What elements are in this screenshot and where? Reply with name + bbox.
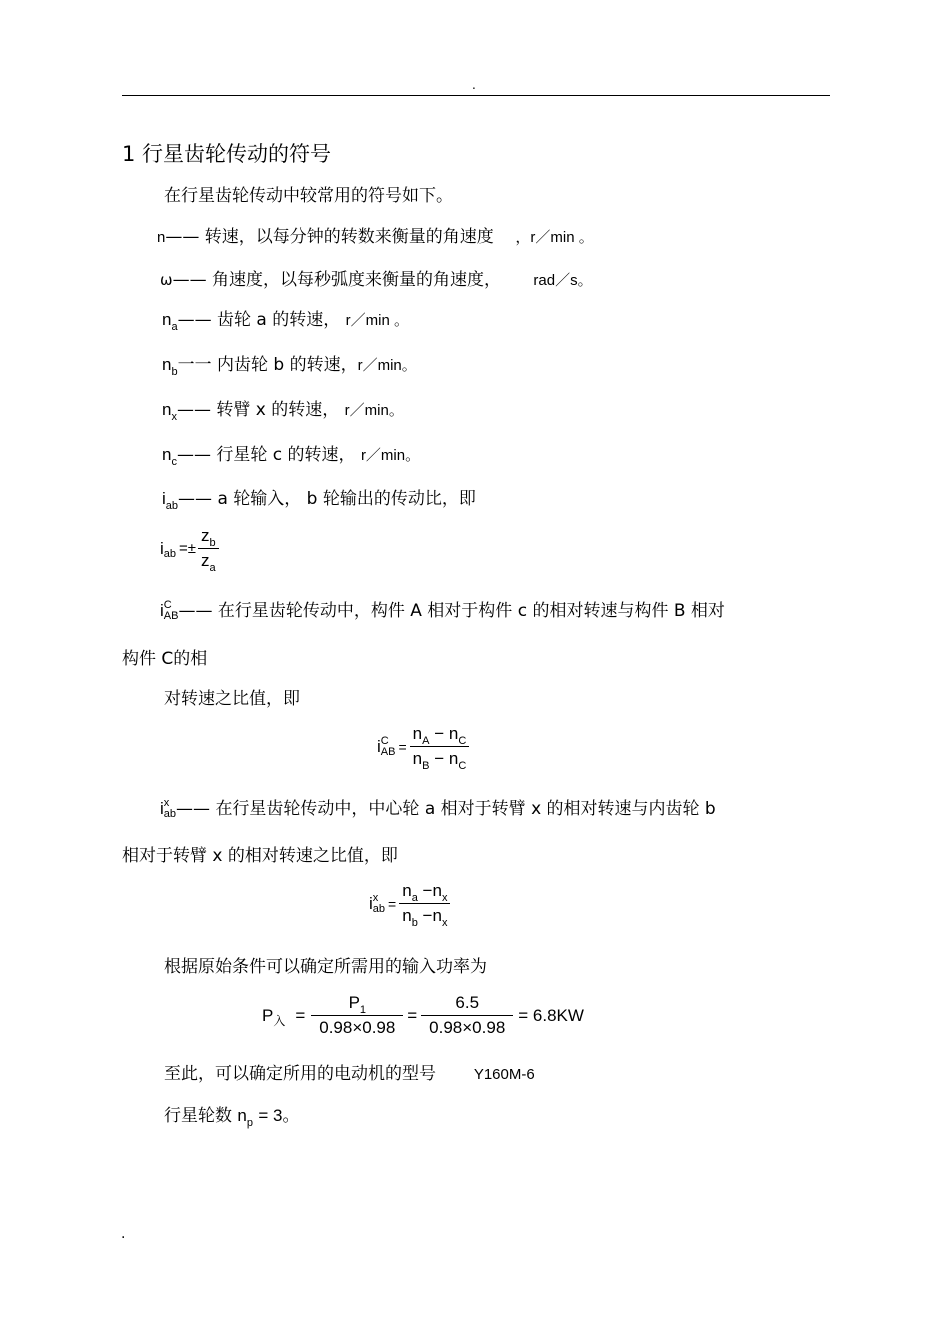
eq3-lhs-sub: ab — [372, 902, 386, 915]
equation-iabx — [369, 881, 450, 929]
eq1-num-z: z — [201, 526, 210, 545]
def-iABC-symbol: i — [160, 601, 164, 620]
def-iABC-sup: C — [163, 599, 172, 611]
eq3-num-minus: − — [422, 881, 433, 900]
def-omega-dash: —— — [172, 270, 207, 290]
def-na-symbol: n — [162, 310, 172, 329]
def-iabx-text1: 在行星齿轮传动中，中心轮 a 相对于转臂 x 的相对转速与内齿轮 b — [215, 799, 716, 819]
def-omega-text: 角速度，以每秒弧度来衡量的角速度， — [211, 270, 501, 290]
planets-sub: p — [246, 1117, 253, 1129]
def-n-symbol: n — [157, 229, 166, 246]
eq3-operator: = — [388, 895, 397, 912]
eq2-num-n1: n — [412, 724, 423, 743]
power-intro: 根据原始条件可以确定所需用的输入功率为 — [164, 957, 487, 977]
def-iabx-symbol: i — [160, 799, 164, 818]
def-nx-symbol: n — [162, 400, 172, 419]
planets-symbol: n — [237, 1106, 247, 1125]
eq2-denominator — [410, 747, 470, 772]
def-iabx-indices — [164, 798, 176, 820]
omega-symbol: ω — [160, 271, 173, 289]
eq3-lhs-indices — [373, 893, 385, 915]
def-na — [162, 305, 409, 333]
eq1-num-sub: b — [209, 537, 216, 549]
eq3-lhs-sup: x — [372, 891, 379, 904]
eq2-fraction — [410, 724, 470, 772]
def-n-dash: —— — [165, 227, 200, 247]
def-iABC — [160, 596, 725, 622]
eq3-num-sub2: x — [441, 892, 448, 904]
eq3-num-n1: n — [402, 881, 412, 900]
eq3-den-n1: n — [402, 906, 412, 925]
def-na-text: 齿轮 a 的转速， — [217, 310, 341, 330]
equation-power — [262, 993, 584, 1038]
eq2-operator: = — [398, 738, 407, 755]
eq4-result: = 6.8KW — [518, 1005, 584, 1025]
eq4-operator-2: = — [407, 1005, 418, 1025]
eq3-lhs: i — [369, 893, 373, 913]
def-nx-sub: x — [171, 411, 177, 423]
eq4-lhs: P — [262, 1005, 274, 1025]
eq3-den-n2: n — [432, 906, 442, 925]
def-iabx-sup: x — [163, 797, 170, 809]
eq3-den-sub1: b — [411, 917, 418, 929]
def-nb — [162, 350, 417, 378]
eq3-den-sub2: x — [441, 917, 448, 929]
eq1-denominator — [198, 549, 219, 574]
header-rule — [122, 95, 830, 96]
def-nb-sub: b — [171, 366, 178, 378]
planets-line — [164, 1101, 300, 1129]
eq1-numerator — [198, 526, 219, 549]
def-nb-unit: r／min。 — [357, 357, 417, 374]
eq2-lhs-indices — [381, 736, 396, 758]
def-nx-dash: —— — [176, 400, 211, 420]
footer-dot: . — [121, 1226, 126, 1242]
eq2-lhs-sub: AB — [380, 745, 396, 758]
eq2-numerator — [410, 724, 470, 747]
def-nx-unit: r／min。 — [344, 402, 404, 419]
eq2-den-minus: − — [434, 749, 445, 768]
def-iabx-continued: 相对于转臂 x 的相对转速之比值，即 — [122, 846, 398, 866]
eq4-f2-denominator: 0.98×0.98 — [429, 1018, 506, 1037]
eq3-den-minus: − — [422, 906, 433, 925]
def-nc-sub: c — [171, 456, 177, 468]
eq3-num-n2: n — [432, 881, 442, 900]
def-n-unit: ，r／min 。 — [515, 229, 594, 246]
def-iABC-continued-2: 对转速之比值，即 — [164, 689, 300, 709]
eq1-fraction — [198, 526, 219, 574]
eq2-num-minus: − — [434, 724, 445, 743]
eq4-f1-num-p: P — [348, 993, 360, 1012]
def-nc-symbol: n — [162, 445, 172, 464]
def-nc — [162, 440, 421, 468]
section-heading: 1 行星齿轮传动的符号 — [122, 142, 332, 166]
def-n — [157, 222, 594, 247]
eq3-denominator — [399, 904, 450, 929]
equation-iABC — [377, 724, 469, 772]
def-omega — [160, 265, 593, 290]
def-nx-text: 转臂 x 的转速， — [216, 400, 340, 420]
def-nb-text: 内齿轮 b 的转速， — [217, 355, 358, 375]
eq2-lhs: i — [377, 736, 381, 756]
eq2-den-sub2: C — [458, 760, 467, 772]
def-nc-text: 行星轮 c 的转速， — [216, 445, 356, 465]
eq4-f2-numerator: 6.5 — [421, 993, 513, 1016]
planets-text: 行星轮数 — [164, 1106, 232, 1126]
eq2-lhs-sup: C — [380, 734, 389, 747]
def-iab-symbol: i — [162, 489, 166, 508]
eq2-num-sub1: A — [422, 735, 430, 747]
eq2-num-sub2: C — [458, 735, 467, 747]
def-iab-text: a 轮输入， b 轮输出的传动比，即 — [217, 489, 476, 509]
eq1-den-z: z — [201, 551, 210, 570]
def-nc-unit: r／min。 — [360, 447, 421, 464]
header-dot: . — [472, 78, 476, 92]
eq4-lhs-sub: 入 — [273, 1014, 286, 1028]
def-omega-unit: rad／s。 — [533, 272, 593, 289]
eq1-lhs-sub: ab — [163, 547, 177, 560]
motor-line — [164, 1059, 535, 1084]
def-nc-dash: —— — [176, 445, 211, 465]
eq3-num-sub1: a — [411, 892, 418, 904]
def-nx — [162, 395, 404, 423]
def-nb-symbol: n — [162, 355, 172, 374]
motor-model: Y160M-6 — [473, 1066, 535, 1083]
eq3-numerator — [399, 881, 450, 904]
def-n-text: 转速，以每分钟的转数来衡量的角速度 — [204, 227, 494, 247]
eq4-f1-numerator — [311, 993, 403, 1016]
eq1-den-sub: a — [209, 562, 216, 574]
equation-iab — [160, 526, 219, 574]
eq4-f1-denominator: 0.98×0.98 — [319, 1018, 396, 1037]
def-na-dash: —— — [177, 310, 212, 330]
def-nb-dash: 一一 — [177, 355, 212, 375]
intro-paragraph: 在行星齿轮传动中较常用的符号如下。 — [164, 186, 453, 206]
eq4-operator-1: = — [295, 1005, 306, 1025]
eq4-fraction-1 — [311, 993, 403, 1038]
def-iABC-indices — [164, 600, 179, 622]
eq4-fraction-2 — [421, 993, 513, 1038]
def-iab-dash: —— — [178, 489, 213, 509]
def-iabx-dash: —— — [176, 799, 211, 819]
def-iABC-dash: —— — [178, 601, 213, 621]
eq4-f1-num-sub: 1 — [359, 1004, 367, 1016]
def-na-sub: a — [171, 321, 178, 333]
eq2-num-n2: n — [448, 724, 459, 743]
planets-value: = 3。 — [258, 1106, 300, 1125]
def-na-unit: r／min 。 — [345, 312, 409, 329]
eq2-den-n1: n — [412, 749, 423, 768]
def-iabx — [160, 794, 716, 820]
def-iABC-text1: 在行星齿轮传动中，构件 A 相对于构件 c 的相对转速与构件 B 相对 — [217, 601, 725, 621]
def-iab — [162, 484, 476, 512]
eq2-den-sub1: B — [422, 760, 430, 772]
def-iab-sub: ab — [165, 500, 179, 512]
eq1-lhs: i — [160, 538, 164, 558]
eq1-operator: =± — [179, 540, 197, 557]
def-iABC-sub: AB — [163, 610, 179, 622]
eq2-den-n2: n — [448, 749, 459, 768]
motor-text: 至此，可以确定所用的电动机的型号 — [164, 1064, 436, 1084]
def-iabx-sub: ab — [163, 808, 177, 820]
def-iABC-continued: 构件 C的相 — [122, 649, 208, 669]
eq3-fraction — [399, 881, 450, 929]
